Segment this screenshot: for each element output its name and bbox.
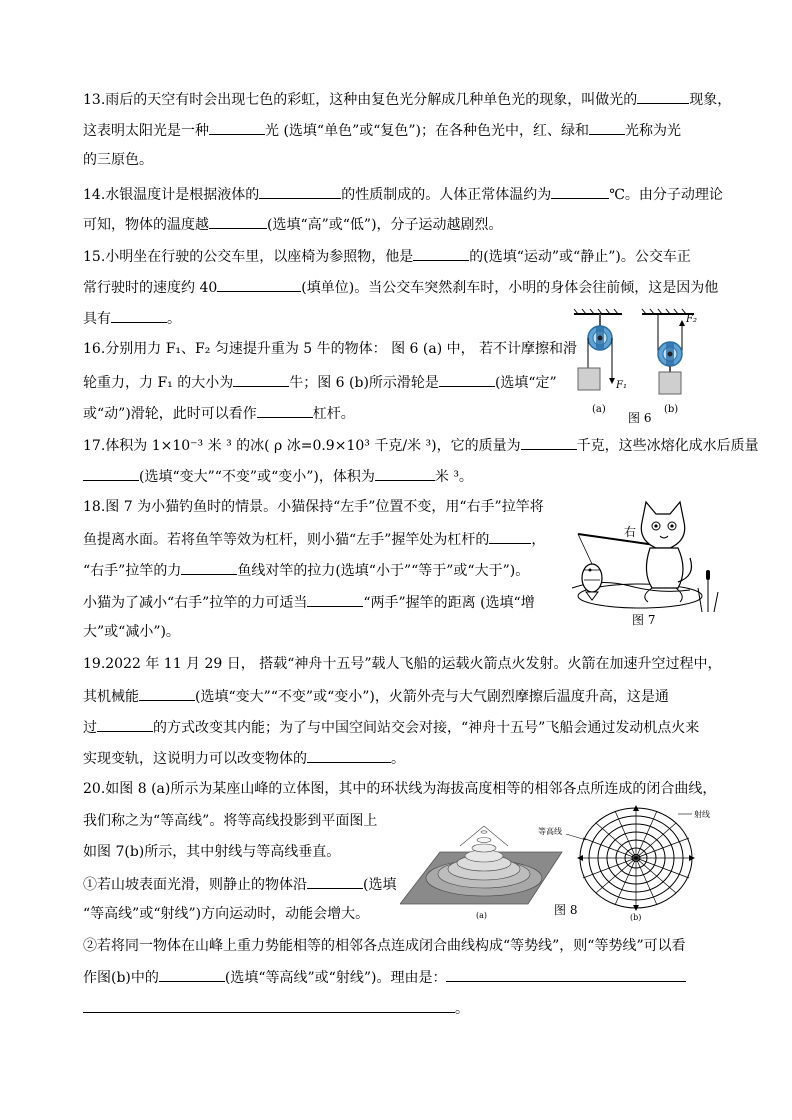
q15-line2 [83, 276, 718, 298]
q17-line1 [83, 434, 759, 456]
q20-text: ②若将同一物体在山峰上重力势能相等的相邻各点连成闭合曲线构成“等势线”，则“等势线”可以看 [83, 938, 686, 954]
fig8-caption: 图 8 [554, 903, 578, 917]
q20-text: 我们称之为“等高线”。将等高线投影到平面图上 [83, 813, 378, 829]
contour-plan [577, 805, 695, 911]
fig6-b-label: (b) [664, 404, 679, 415]
q13-line2 [83, 119, 681, 141]
q14-blank3[interactable] [209, 213, 267, 229]
mountain-3d [400, 826, 562, 904]
q20-text: 20.如图 8 (a)所示为某座山峰的立体图，其中的环状线为海拔高度相等的相邻各点所连成的闭合曲线， [83, 781, 717, 797]
q13-text: 光称为光 [625, 123, 682, 139]
movable-pulley [658, 314, 685, 394]
q20-blank1[interactable] [307, 873, 363, 889]
q16-text: 牛；图 6 (b)所示滑轮是 [289, 375, 439, 391]
q19-line2 [83, 685, 669, 707]
q13-blank2[interactable] [209, 119, 265, 135]
q13-text: 这表明太阳光是一种 [83, 123, 209, 139]
q20-line5 [83, 904, 369, 924]
q18-text: 鱼线对竿的拉力(选填“小于”“等于”或“大于”)。 [237, 563, 530, 579]
fig7-caption: 图 7 [632, 613, 656, 627]
fixed-pulley [578, 314, 615, 390]
q14-text: 14.水银温度计是根据液体的 [83, 187, 260, 203]
q14-text: 的性质制成的。人体正常体温约为 [341, 187, 552, 203]
q18-blank1[interactable] [489, 528, 531, 544]
q20-line1 [83, 779, 716, 799]
fig6-a-label: (a) [592, 404, 606, 415]
q14-text: ℃。由分子动理论 [609, 187, 723, 203]
q15-text: (填单位)。当公交车突然刹车时，小明的身体会往前倾，这是因为他 [301, 280, 719, 296]
q20-text: “等高线”或“射线”)方向运动时，动能会增大。 [83, 906, 370, 922]
q19-blank3[interactable] [307, 747, 391, 763]
q20-text: 。 [455, 1001, 469, 1017]
q16-line1 [83, 339, 577, 359]
q16-text: 或“动”)滑轮，此时可以看作 [83, 406, 257, 422]
ceiling-a [574, 309, 622, 314]
q18-line1 [83, 497, 544, 517]
q19-blank1[interactable] [139, 685, 195, 701]
q19-text: 19.2022 年 11 月 29 日， 搭载“神舟十五号”载人飞船的运载火箭点火发射。火箭在加速升空过程中， [83, 656, 722, 672]
q13-line1 [83, 88, 731, 110]
q13-blank1[interactable] [637, 88, 689, 104]
q18-text: 大”或“减小”)。 [83, 624, 180, 640]
q20-line6 [83, 936, 686, 956]
q17-blank1[interactable] [521, 434, 577, 450]
q13-text: 13.雨后的天空有时会出现七色的彩虹，这种由复色光分解成几种单色光的现象，叫做光的 [83, 92, 638, 108]
q20-text: ①若山坡表面光滑，则静止的物体沿 [83, 877, 307, 893]
q14-line2 [83, 213, 503, 235]
fig7-right-hand-label: 右 [624, 525, 637, 539]
q13-line3 [83, 150, 153, 170]
q17-text: (选填“变大”“不变”或“变小”)，体积为 [139, 469, 375, 485]
q18-blank3[interactable] [307, 591, 363, 607]
q18-blank2[interactable] [181, 559, 237, 575]
figure-6-pulleys [570, 308, 700, 424]
q19-text: 其机械能 [83, 689, 139, 705]
q20-line3 [83, 842, 340, 862]
q17-blank3[interactable] [375, 465, 435, 481]
q14-blank2[interactable] [551, 183, 609, 199]
contour-line-label: 等高线 [538, 827, 562, 836]
q19-text: 实现变轨，这说明力可以改变物体的 [83, 751, 307, 767]
q14-blank1[interactable] [259, 183, 341, 199]
q20-line4 [83, 873, 396, 895]
q16-text: (选填“定” [494, 375, 557, 391]
f1-label: F₁ [616, 380, 627, 391]
q19-line3 [83, 716, 699, 738]
q18-text: “两手”握竿的距离 (选填“增 [363, 595, 535, 611]
f2-label: F₂ [686, 314, 697, 325]
q19-line1 [83, 654, 722, 674]
q18-text: 小猫为了减小“右手”拉竿的力可适当 [83, 595, 308, 611]
q20-blank2[interactable] [159, 966, 225, 982]
q14-text: (选填“高”或“低”)，分子运动越剧烈。 [267, 217, 503, 233]
q15-text: 的(选填“运动”或“静止”)。公交车正 [469, 249, 691, 265]
q18-text: 鱼提离水面。若将鱼竿等效为杠杆，则小猫“左手”握竿处为杠杆的 [83, 532, 490, 548]
q20-text: 作图(b)中的 [83, 970, 159, 986]
q20-text: (选填“等高线”或“射线”)。理由是： [224, 970, 447, 986]
q17-text: 17.体积为 1×10⁻³ 米 ³ 的冰( ρ 冰=0.9×10³ 千克/米 ³)，它的质量为 [83, 438, 521, 454]
q16-line2 [83, 371, 557, 393]
q17-line2 [83, 465, 473, 487]
q17-text: 千克，这些冰熔化成水后质量 [576, 438, 759, 454]
q15-text: 15.小明坐在行驶的公交车里，以座椅为参照物，他是 [83, 249, 414, 265]
q15-line3 [83, 307, 181, 329]
q13-text: 现象， [689, 92, 732, 108]
q13-blank3[interactable] [589, 119, 625, 135]
q15-text: 具有 [83, 311, 111, 327]
q19-blank2[interactable] [97, 716, 153, 732]
q20-reason-blank-2[interactable] [83, 997, 455, 1013]
q13-text: 的三原色。 [83, 152, 153, 168]
q19-text: 过 [83, 720, 97, 736]
q18-text: ， [531, 532, 546, 548]
ray-label: 射线 [694, 810, 710, 819]
q15-blank2[interactable] [217, 276, 301, 292]
q14-line1 [83, 183, 723, 205]
q18-text: “右手”拉竿的力 [83, 563, 182, 579]
fish-icon [582, 564, 602, 600]
q19-text: (选填“变大”“不变”或“变小”)，火箭外壳与大气剧烈摩擦后温度升高，这是通 [195, 689, 669, 705]
q18-line4 [83, 591, 535, 613]
q20-line8 [83, 997, 469, 1019]
reed-icon [698, 570, 718, 612]
contour-leader-line [566, 834, 586, 840]
q16-text: 轮重力，力 F₁ 的大小为 [83, 375, 234, 391]
q17-text: 米 ³。 [434, 469, 473, 485]
cat-icon [641, 502, 691, 602]
q13-text: 光 (选填“单色”或“复色”)；在各种色光中，红、绿和 [265, 123, 590, 139]
fishing-line [578, 534, 592, 564]
q16-blank2[interactable] [439, 371, 495, 387]
q16-text: 16.分别用力 F₁、F₂ 匀速提升重为 5 牛的物体： 图 6 (a) 中， 若不计摩擦和滑 [83, 341, 578, 357]
fig6-caption: 图 6 [628, 411, 652, 424]
q15-text: 常行驶时的速度约 40 [83, 280, 218, 296]
q20-reason-blank[interactable] [446, 966, 686, 982]
q19-line4 [83, 747, 405, 769]
q16-line3 [83, 402, 355, 424]
q20-line7 [83, 966, 686, 988]
q19-text: 。 [391, 751, 405, 767]
q18-line2 [83, 528, 545, 550]
figure-8-contours [400, 800, 720, 924]
q15-text: 。 [167, 311, 181, 327]
fig8-b-label: (b) [630, 913, 642, 922]
q16-blank3[interactable] [257, 402, 313, 418]
q15-blank1[interactable] [413, 245, 469, 261]
q19-text: 的方式改变其内能；为了与中国空间站交会对接，“神舟十五号”飞船会通过发动机点火来 [153, 720, 700, 736]
q16-blank1[interactable] [233, 371, 289, 387]
q15-line1 [83, 245, 691, 267]
q18-text: 18.图 7 为小猫钓鱼时的情景。小猫保持“左手”位置不变，用“右手”拉竿将 [83, 499, 544, 515]
q16-text: 杠杆。 [312, 406, 355, 422]
fig8-a-label: (a) [476, 911, 488, 920]
figure-7-cat-fishing [570, 492, 720, 630]
q15-blank3[interactable] [111, 307, 167, 323]
q18-line5 [83, 622, 180, 642]
q20-line2 [83, 811, 377, 831]
q18-line3 [83, 559, 529, 581]
q17-blank2[interactable] [83, 465, 139, 481]
q14-text: 可知，物体的温度越 [83, 217, 209, 233]
q20-text: 如图 7(b)所示，其中射线与等高线垂直。 [83, 844, 341, 860]
q20-text: (选填 [363, 877, 397, 893]
